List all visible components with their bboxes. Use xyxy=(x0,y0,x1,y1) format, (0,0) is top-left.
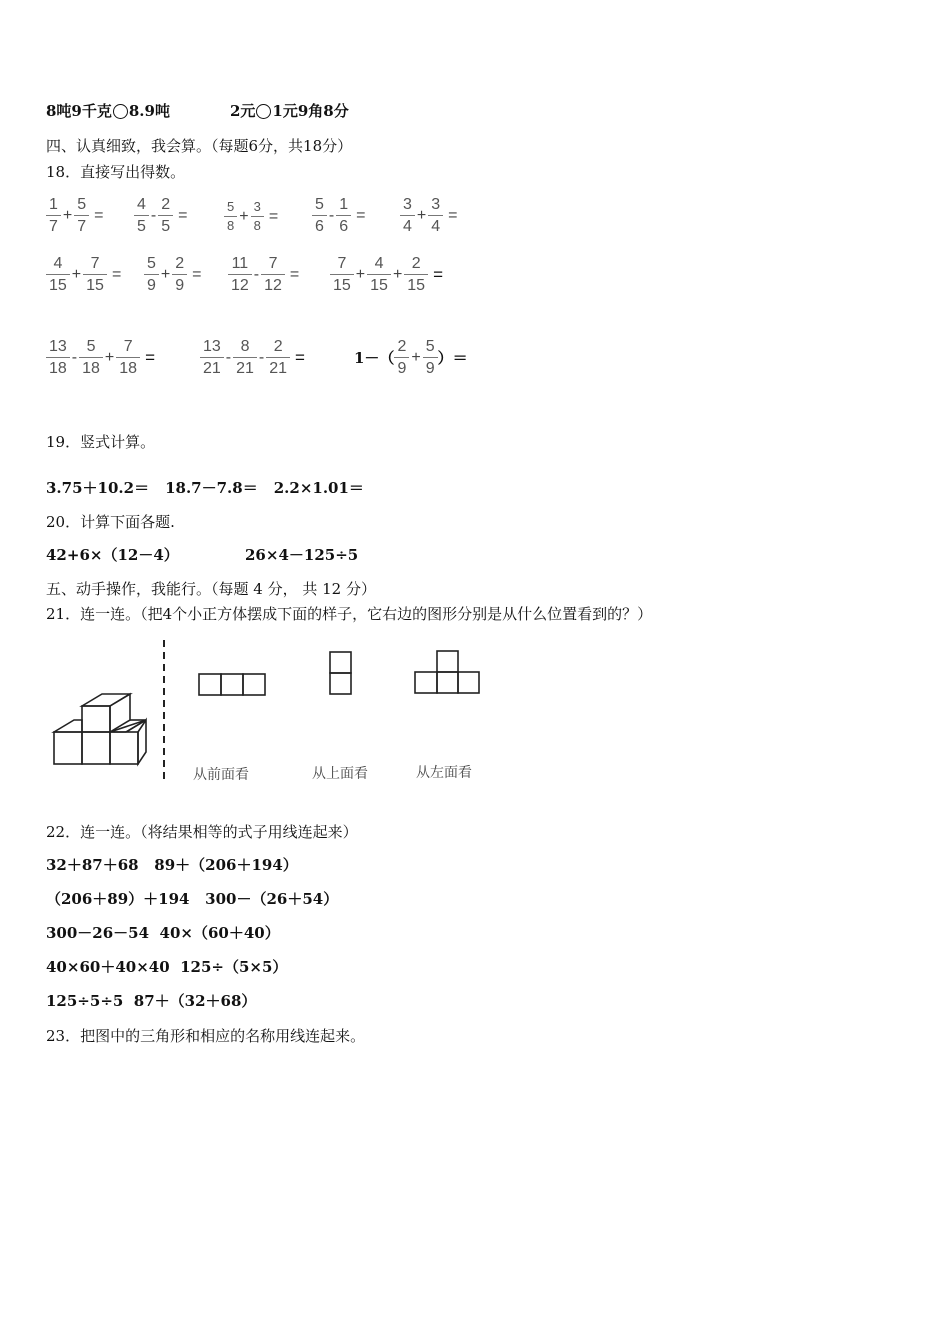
q21-title: 21．连一连。（把4个小正方体摆成下面的样子，它右边的图形分别是从什么位置看到的？） xyxy=(46,605,653,623)
q18-r1-e2: $\frac{4}{5}$ - $\frac{2}{5}$ = xyxy=(134,196,187,235)
q22-left-1[interactable]: 32＋87＋68 xyxy=(46,856,139,874)
q18-r2-e3: $\frac{11}{12}$ - $\frac{7}{12}$ = xyxy=(228,255,299,294)
q18-r1-e5: $\frac{3}{4}$ + $\frac{3}{4}$ = xyxy=(400,196,458,235)
cube-stack-drawing xyxy=(54,694,146,764)
q22-left-3[interactable]: 300－26－54 xyxy=(46,924,150,942)
compare-circle-1[interactable] xyxy=(113,104,128,119)
q22-right-5[interactable]: 87＋（32＋68） xyxy=(133,992,257,1010)
q22-row-3 xyxy=(46,923,280,943)
left-view-drawing xyxy=(415,651,479,693)
q22-row-5 xyxy=(46,991,256,1011)
q20-item-2-wrap xyxy=(245,545,358,565)
q18-r3-e3: 1－（ $\frac{2}{9}$ + $\frac{5}{9}$ ）＝ xyxy=(354,338,468,377)
q23-title: 23．把图中的三角形和相应的名称用线连起来。 xyxy=(46,1027,366,1045)
front-view-label: 从前面看 xyxy=(193,767,249,783)
front-view-drawing xyxy=(199,674,265,695)
compare-circle-2[interactable] xyxy=(256,104,271,119)
q22-left-5[interactable]: 125÷5÷5 xyxy=(46,992,124,1010)
q20-items xyxy=(46,545,179,565)
section-4-title: 四、认真细致，我会算。（每题6分，共18分） xyxy=(46,137,353,155)
compare-left-a: 8吨9千克 xyxy=(46,102,112,120)
section-5-title: 五、动手操作，我能行。（每题 4 分， 共 12 分） xyxy=(46,580,376,598)
q22-left-4[interactable]: 40×60＋40×40 xyxy=(46,958,170,976)
q20-item-1: 42+6×（12－4） xyxy=(46,546,179,564)
fraction: $\frac{1}{7}$ xyxy=(46,196,61,235)
top-view-label: 从上面看 xyxy=(312,766,368,782)
q22-right-4[interactable]: 125÷（5×5） xyxy=(180,958,288,976)
q19-title: 19．竖式计算。 xyxy=(46,433,156,451)
top-view-drawing xyxy=(330,652,351,694)
q22-row-1 xyxy=(46,855,298,875)
compare-line xyxy=(46,101,349,121)
q22-right-1[interactable]: 89＋（206＋194） xyxy=(154,856,298,874)
q18-r2-e4: $\frac{7}{15}$ + $\frac{4}{15}$ + $\frac{2}{15}$ = xyxy=(330,255,443,294)
q18-r1-e4: $\frac{5}{6}$ - $\frac{1}{6}$ = xyxy=(312,196,365,235)
compare-left-b: 8.9吨 xyxy=(128,102,170,120)
q22-right-3[interactable]: 40×（60＋40） xyxy=(159,924,280,942)
q18-r2-e1: $\frac{4}{15}$ + $\frac{7}{15}$ = xyxy=(46,255,121,294)
compare-right-a: 2元 xyxy=(229,102,256,120)
compare-right-b: 1元9角8分 xyxy=(272,102,349,120)
q18-r1-e1: $\frac{1}{7}$ + $\frac{5}{7}$ = xyxy=(46,196,104,235)
q19-items xyxy=(46,478,364,498)
left-view-label: 从左面看 xyxy=(416,765,472,781)
q22-row-4 xyxy=(46,957,287,977)
q18-r3-e1: $\frac{13}{18}$ - $\frac{5}{18}$ + $\frac{7}{18}$ = xyxy=(46,338,155,377)
q18-title: 18．直接写出得数。 xyxy=(46,163,186,181)
q20-item-2: 26×4－125÷5 xyxy=(245,546,359,564)
fraction: $\frac{5}{7}$ xyxy=(74,196,89,235)
q22-left-2[interactable]: （206＋89）＋194 xyxy=(46,890,190,908)
q19-item-3: 2.2×1.01＝ xyxy=(273,479,364,497)
q18-r1-e3: $\frac{5}{8}$ + $\frac{3}{8}$ = xyxy=(224,200,278,233)
q22-right-2[interactable]: 300－（26＋54） xyxy=(205,890,339,908)
q19-item-1: 3.75＋10.2＝ xyxy=(46,479,150,497)
q18-r2-e2: $\frac{5}{9}$ + $\frac{2}{9}$ = xyxy=(144,255,202,294)
q22-row-2 xyxy=(46,889,338,909)
q20-title: 20．计算下面各题. xyxy=(46,513,175,531)
q19-item-2: 18.7－7.8＝ xyxy=(165,479,258,497)
q22-title: 22．连一连。（将结果相等的式子用线连起来） xyxy=(46,823,358,841)
q18-r3-e2: $\frac{13}{21}$ - $\frac{8}{21}$ - $\frac{2}{21}$ = xyxy=(200,338,305,377)
